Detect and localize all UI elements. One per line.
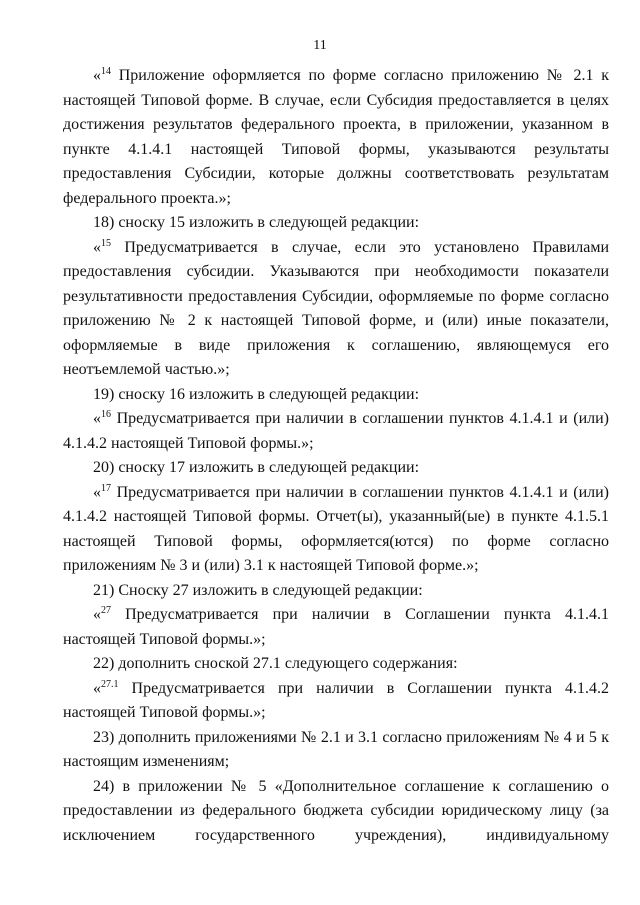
footnote-number: 16: [101, 409, 111, 420]
paragraph-text: 24) в приложении № 5 «Дополнительное соглашение к соглашению о предоставлении из федерального бюджета субсидии юридическому лицу (за исключением государственного учреждения), индивидуальному: [63, 777, 609, 844]
opening-quote: «: [93, 67, 101, 84]
footnote-quote-paragraph: [63, 236, 609, 383]
opening-quote: «: [93, 410, 101, 427]
amendment-item-paragraph: [63, 652, 609, 677]
opening-quote: «: [93, 483, 101, 501]
paragraph-text: Приложение оформляется по форме согласно приложению № 2.1 к настоящей Типовой форме. В случае, если Субсидия предоставляется в целях достижения результатов федерального проекта, в приложении, указанном в пункте 4.1.4.1 настоящей Типовой формы, указываются результаты предоставления Субсидии, которые должны соответствовать результатам федерального проекта.»;: [63, 67, 609, 207]
amendment-item-paragraph: [63, 383, 609, 408]
amendment-item-paragraph: [63, 579, 609, 604]
footnote-number: 27.1: [101, 678, 119, 690]
opening-quote: «: [93, 606, 101, 623]
footnote-quote-paragraph: [63, 407, 609, 456]
paragraph-text: 19) сноску 16 изложить в следующей редакции:: [93, 385, 420, 403]
opening-quote: «: [93, 238, 101, 256]
paragraph-text: 20) сноску 17 изложить в следующей редакции:: [93, 459, 420, 476]
amendment-item-paragraph: [63, 775, 609, 849]
amendment-item-paragraph: [63, 726, 609, 775]
paragraph-text: Предусматривается в случае, если это установлено Правилами предоставления субсидии. Указываются при необходимости показатели результативности предоставления Субсидии, оформляемые по форме согласно приложению № 2 к настоящей Типовой форме, и (или) иные показатели, оформляемые в виде приложения к соглашению, являющемуся его неотъемлемой частью.»;: [63, 238, 609, 378]
footnote-number: 17: [101, 482, 111, 494]
footnote-number: 27: [101, 605, 111, 616]
paragraph-text: Предусматривается при наличии в Соглашении пункта 4.1.4.2 настоящей Типовой формы.»;: [63, 679, 609, 721]
paragraph-text: Предусматривается при наличии в соглашении пунктов 4.1.4.1 и (или) 4.1.4.2 настоящей Типовой формы.»;: [63, 410, 609, 452]
footnote-quote-paragraph: [63, 603, 609, 652]
amendment-item-paragraph: [63, 211, 609, 236]
opening-quote: «: [93, 679, 101, 697]
footnote-quote-paragraph: [63, 677, 609, 726]
footnote-quote-paragraph: [63, 64, 609, 211]
paragraph-text: Предусматривается при наличии в соглашении пунктов 4.1.4.1 и (или) 4.1.4.2 настоящей Типовой формы. Отчет(ы), указанный(ые) в пункте 4.1.5.1 настоящей Типовой формы, оформляется(ются) по форме согласно приложениям № 3 и (или) 3.1 к настоящей Типовой форме.»;: [63, 483, 609, 574]
paragraph-text: 18) сноску 15 изложить в следующей редакции:: [93, 214, 420, 231]
footnote-number: 14: [101, 66, 111, 77]
paragraph-text: 21) Сноску 27 изложить в следующей редакции:: [93, 581, 423, 599]
footnote-number: 15: [101, 237, 111, 249]
amendment-item-paragraph: [63, 456, 609, 481]
paragraph-text: 22) дополнить сноской 27.1 следующего содержания:: [93, 655, 458, 672]
footnote-quote-paragraph: [63, 481, 609, 579]
document-body: [63, 64, 609, 848]
paragraph-text: Предусматривается при наличии в Соглашении пункта 4.1.4.1 настоящей Типовой формы.»;: [63, 606, 609, 648]
paragraph-text: 23) дополнить приложениями № 2.1 и 3.1 согласно приложениям № 4 и 5 к настоящим изменениям;: [63, 728, 609, 770]
page-number: 11: [313, 38, 327, 53]
